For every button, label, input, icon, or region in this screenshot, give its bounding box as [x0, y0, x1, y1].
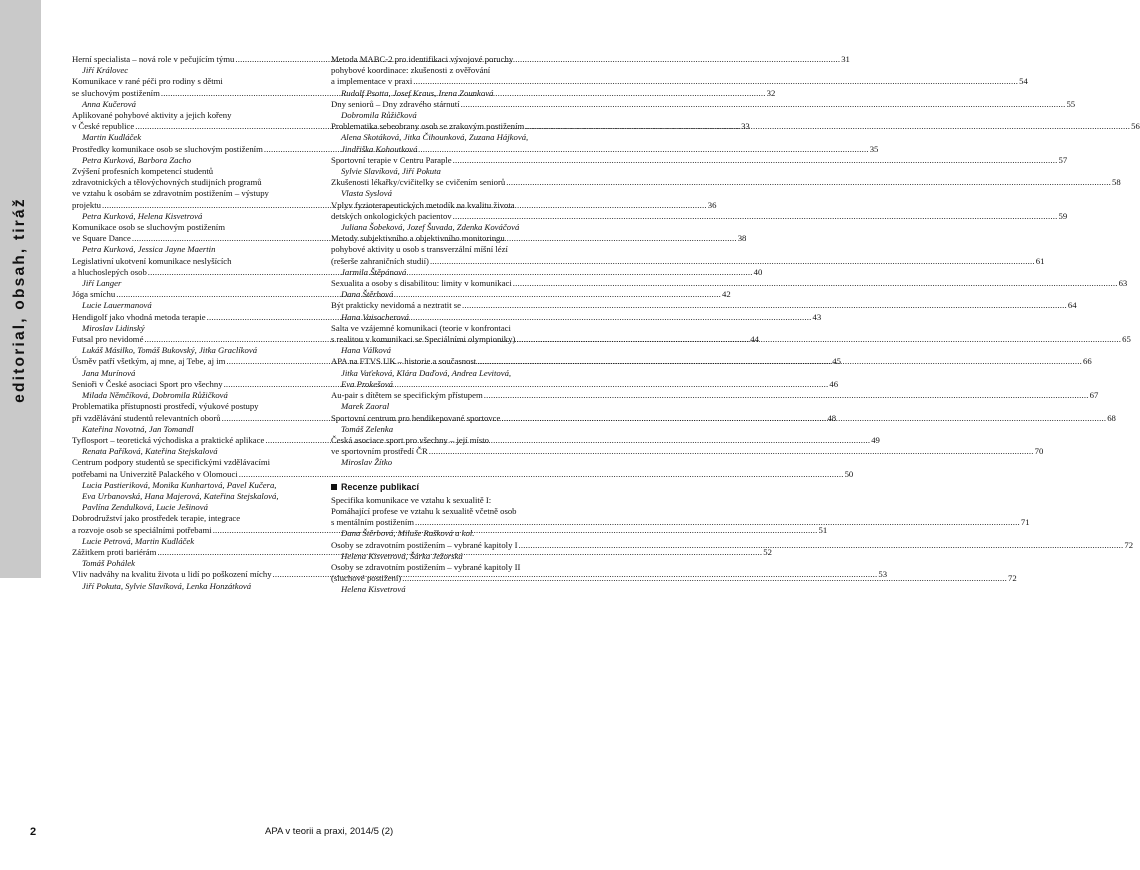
entry-page-number: 45 [832, 356, 841, 367]
dot-leader [513, 278, 1118, 289]
entry-page-number: 52 [763, 546, 772, 557]
entry-title-line: Aplikované pohybové aktivity a jejich kořeny [72, 110, 232, 121]
entry-title-text: Osoby se zdravotním postižením – vybrané kapitoly I [331, 539, 518, 550]
entry-authors: Helena Kisvetrová [341, 584, 406, 595]
entry-page-number: 67 [1089, 390, 1099, 401]
entry-title-line: Česká asociace sport pro všechny – její místo [331, 434, 490, 445]
entry-title-text: Sportovní centrum pro hendikepované sportovce [331, 412, 501, 423]
dot-leader [429, 446, 1034, 457]
entry-title-line: Salta ve vzájemné komunikaci (teorie v konfrontaci [331, 322, 511, 333]
entry-authors: Lucie Lauermanová [82, 300, 152, 311]
entry-page-number: 35 [869, 143, 879, 154]
reviews-heading [331, 482, 569, 493]
entry-title-text: Úsměv patří všetkým, aj mne, aj Tebe, aj im [72, 356, 226, 367]
dot-leader [519, 540, 1124, 551]
entry-page-number: 54 [1019, 76, 1028, 87]
entry-title-text: ve Square Dance [72, 233, 131, 244]
entry-page-number: 66 [1083, 356, 1092, 367]
entry-title-line: ve vztahu k osobám se zdravotním postižením – výstupy [72, 188, 269, 199]
entry-title-line [331, 539, 1134, 551]
entry-title-text: Dny seniorů – Dny zdravého stárnutí [331, 98, 460, 109]
entry-title-line: pohybové aktivity u osob s transverzální míšní lézí [331, 244, 508, 255]
entry-title-line: Metody subjektivního a objektivního monitoringu [331, 233, 505, 244]
entry-title-line: Centrum podpory studentů se specifickými vzdělávacími [72, 457, 271, 468]
entry-authors: Renata Paříková, Kateřina Stejskalová [82, 446, 218, 457]
entry-title-text: detských onkologických pacientov [331, 210, 452, 221]
entry-title-text: Být prakticky nevidomá a neztratit se [331, 300, 462, 311]
entry-authors: Jiří Pokuta, Sylvie Slavíková, Lenka Honzátková [82, 580, 252, 591]
entry-page-number: 56 [1131, 121, 1140, 132]
entry-page-number: 63 [1118, 278, 1128, 289]
dot-leader [415, 517, 1020, 528]
entry-title-text: Au-pair s dítětem se specifickým přístupem [331, 390, 483, 401]
entry-title-line: Problematika přístupnosti prostředí, výukové postupy [72, 401, 259, 412]
entry-title-line [72, 468, 854, 480]
entry-title-text: při vzdělávání studentů relevantních oborů [72, 412, 221, 423]
entry-page-number: 40 [753, 266, 763, 277]
entry-title-line [331, 390, 1099, 401]
entry-title-line [331, 278, 1128, 289]
dot-leader [477, 356, 1082, 367]
entry-title-line [331, 255, 1045, 267]
entry-page-number: 44 [750, 334, 759, 345]
entry-page-number: 68 [1107, 412, 1116, 423]
entry-authors: Anna Kučerová [82, 98, 136, 109]
entry-title-text: Zážitkem proti bariérám [72, 546, 157, 557]
entry-title-line: Komunikace osob se sluchovým postižením [72, 222, 225, 233]
entry-authors: Tomáš Zelenka [341, 423, 394, 434]
entry-authors: Eva Prokešová [341, 378, 394, 389]
entry-page-number: 31 [841, 54, 850, 64]
entry-authors: Martin Kudláček [82, 132, 142, 143]
entry-title-text: potřebami na Univerzitě Palackého v Olomouci [72, 468, 238, 479]
entry-authors: Jiří Královec [82, 65, 129, 76]
entry-authors: Helena Kisvetrová, Šárka Ježorská [341, 550, 463, 561]
entry-page-number: 50 [844, 468, 854, 479]
entry-page-number: 49 [871, 434, 880, 445]
entry-page-number: 59 [1058, 210, 1068, 221]
entry-title-text: Prostředky komunikace osob se sluchovým postižením [72, 143, 263, 154]
entry-page-number: 65 [1122, 334, 1131, 345]
entry-title-text: Tyflosport – teoretická východiska a praktické aplikace [72, 434, 265, 445]
dot-leader [453, 155, 1058, 166]
entry-authors: Milada Němčíková, Dobromila Růžičková [82, 390, 228, 401]
entry-title-text: Senioři v České asociaci Sport pro všechny [72, 378, 223, 389]
entry-title-text: a rozvoje osob se speciálními potřebami [72, 524, 212, 535]
entry-title-line: zdravotnických a tělovýchovných studijních programů [72, 177, 262, 188]
entry-page-number: 51 [818, 524, 828, 535]
dot-leader [516, 334, 1121, 345]
entry-authors: Petra Kurková, Jessica Jayne Maertin [82, 244, 216, 255]
entry-authors: Dana Štěrbová [341, 289, 394, 300]
entry-page-number: 38 [737, 233, 747, 244]
entry-title-line: Dobrodružství jako prostředek terapie, integrace [72, 513, 241, 524]
entry-authors: Jarmila Štěpánová [341, 266, 407, 277]
entry-title-text: (rešerše zahraničních studií) [331, 255, 429, 266]
entry-title-line: Zvýšení profesních kompetencí studentů [72, 166, 214, 177]
entry-title-text: projektu [72, 199, 101, 210]
entry-title-text: a implementace v praxi [331, 76, 413, 87]
entry-authors: Dobromila Růžičková [341, 110, 417, 121]
entry-title-line: Komunikace v rané péči pro rodiny s dětmi [72, 76, 223, 87]
entry-authors: Miroslav Lidinský [82, 322, 145, 333]
entry-title-line: Osoby se zdravotním postižením – vybrané kapitoly II [331, 561, 521, 572]
entry-title-text: APA na FTVS UK – historie a současnost [331, 356, 477, 367]
entry-page-number: 33 [741, 121, 750, 132]
toc-entry [331, 177, 1121, 199]
entry-authors: Rudolf Psotta, Josef Kraus, Irena Zounková [341, 87, 494, 98]
entry-title-line [331, 98, 1076, 110]
entry-title-line [331, 300, 1077, 311]
entry-title-line [331, 446, 1044, 457]
entry-title-text: s realitou v komunikaci se Speciálními olympioniky) [331, 334, 516, 345]
entry-title-line: pohybové koordinace: zkušenosti z ověřování [331, 65, 491, 76]
entry-title-text: Problematika sebeobrany osob se zrakovým postižením [331, 121, 525, 132]
entry-title-line [331, 177, 1121, 188]
entry-authors: Petra Kurková, Helena Kisvetrová [82, 210, 203, 221]
entry-authors: Lucie Petrová, Martin Kudláček [82, 535, 195, 546]
entry-page-number: 61 [1035, 255, 1045, 266]
entry-title-text: se sluchovým postižením [72, 87, 160, 98]
entry-authors: Jindřiška Kohoutková [341, 143, 418, 154]
entry-page-number: 43 [812, 311, 822, 322]
entry-title-text: (sluchové postižení) [331, 573, 402, 584]
section-sidebar [0, 0, 41, 578]
dot-leader [402, 573, 1007, 584]
entry-authors: Hana Válková [341, 345, 391, 356]
entry-authors: Vlasta Syslová [341, 188, 392, 199]
entry-title-line: Pomáhající profese ve vztahu k sexualitě včetně osob [331, 505, 517, 516]
entry-authors: Hana Vaisocherová [341, 311, 409, 322]
entry-authors: Dana Štěrbová, Miluše Rašková a kol. [341, 528, 475, 539]
entry-title-text: Hendigolf jako vhodná metoda terapie [72, 311, 206, 322]
entry-authors: Kateřina Novotná, Jan Tomandl [82, 423, 194, 434]
entry-title-text: s mentálním postižením [331, 517, 415, 528]
dot-leader [501, 413, 1106, 424]
square-bullet-icon [331, 484, 337, 490]
entry-page-number: 72 [1124, 539, 1134, 550]
entry-page-number: 58 [1112, 177, 1121, 188]
entry-authors: Sylvie Slavíková, Jiří Pokuta [341, 166, 441, 177]
entry-authors: Jiří Langer [82, 278, 122, 289]
entry-page-number: 32 [766, 87, 776, 98]
entry-authors: Jitka Vaťeková, Klára Daďová, Andrea Levitová, [341, 367, 512, 378]
entry-title-line: Specifika komunikace ve vztahu k sexualitě I: [331, 494, 492, 505]
page-number: 2 [30, 826, 37, 838]
entry-page-number: 55 [1066, 98, 1076, 109]
dot-leader [413, 76, 1018, 87]
entry-authors: Eva Urbanovská, Hana Majerová, Kateřina Stejskalová, [82, 490, 279, 501]
entry-authors: Lukáš Másilko, Tomáš Bukovský, Jitka Graclíková [82, 345, 258, 356]
entry-authors: Lucia Pastieriková, Monika Kunhartová, Pavel Kučera, [82, 479, 277, 490]
entry-page-number: 42 [722, 289, 731, 300]
entry-page-number: 70 [1034, 446, 1044, 457]
entry-authors: Marek Zaoral [341, 401, 390, 412]
section-label: editorial, obsah, tiráž [11, 197, 28, 403]
toc-entry [331, 154, 1068, 177]
entry-title-line [331, 210, 1068, 222]
entry-title-line: Legislativní ukotvení komunikace neslyšících [72, 255, 232, 266]
entry-page-number: 53 [878, 569, 888, 580]
entry-page-number: 36 [707, 199, 717, 210]
entry-title-text: v České republice [72, 121, 135, 132]
dot-leader [430, 256, 1035, 267]
entry-authors: Alena Skotáková, Jitka Čihounková, Zuzana Hájková, [341, 132, 529, 143]
entry-authors: Miroslav Žítko [341, 457, 393, 468]
dot-leader [453, 211, 1058, 222]
entry-authors: Jana Murínová [82, 367, 136, 378]
entry-page-number: 46 [829, 378, 839, 389]
dot-leader [462, 300, 1067, 311]
journal-footer: APA v teorii a praxi, 2014/5 (2) [265, 826, 394, 837]
entry-title-text: ve sportovním prostředí ČR [331, 446, 428, 457]
dot-leader [525, 121, 1130, 132]
entry-title-text: Zkušenosti lékařky/cvičitelky se cvičením seniorů [331, 177, 506, 188]
entry-title-text: a hluchoslepých osob [72, 266, 147, 277]
entry-page-number: 71 [1020, 517, 1030, 528]
toc-entry [331, 390, 1099, 412]
dot-leader [484, 390, 1089, 401]
entry-authors: Juliana Šobeková, Jozef Šuvada, Zdenka Kováčová [341, 222, 520, 233]
entry-page-number: 64 [1067, 300, 1077, 311]
entry-title-line: Metoda MABC-2 pro identifikaci vývojové poruchy [331, 54, 514, 64]
entry-title-line [331, 517, 1030, 528]
entry-title-text: Herní specialista – nová role v pečujícím týmu [72, 54, 235, 64]
dot-leader [506, 177, 1111, 188]
dot-leader [461, 99, 1066, 110]
entry-title-text: Futsal pro nevidomé [72, 334, 144, 345]
entry-title-text: Vliv nadváhy na kvalitu života u lidí po poškození míchy [72, 569, 272, 580]
entry-title-line [331, 76, 1028, 87]
entry-title-text: Sportovní terapie v Centru Paraple [331, 154, 452, 165]
toc-entry [331, 98, 1076, 121]
reviews-heading-text: Recenze publikací [341, 481, 420, 492]
entry-authors: Petra Kurková, Barbora Zacho [82, 154, 192, 165]
entry-title-line [331, 154, 1068, 166]
entry-title-line: Vplyv fyzioterapeutických metodík na kvalitu života [331, 199, 515, 210]
entry-authors: Pavlína Zendulková, Lucie Ješinová [82, 502, 208, 513]
entry-page-number: 48 [827, 412, 837, 423]
entry-title-text: Sexualita a osoby s disabilitou: limity v komunikaci [331, 278, 512, 289]
entry-page-number: 57 [1058, 154, 1068, 165]
entry-title-text: Jóga smíchu [72, 289, 116, 300]
entry-page-number: 72 [1008, 573, 1017, 584]
entry-authors: Tomáš Pohálek [82, 558, 136, 569]
